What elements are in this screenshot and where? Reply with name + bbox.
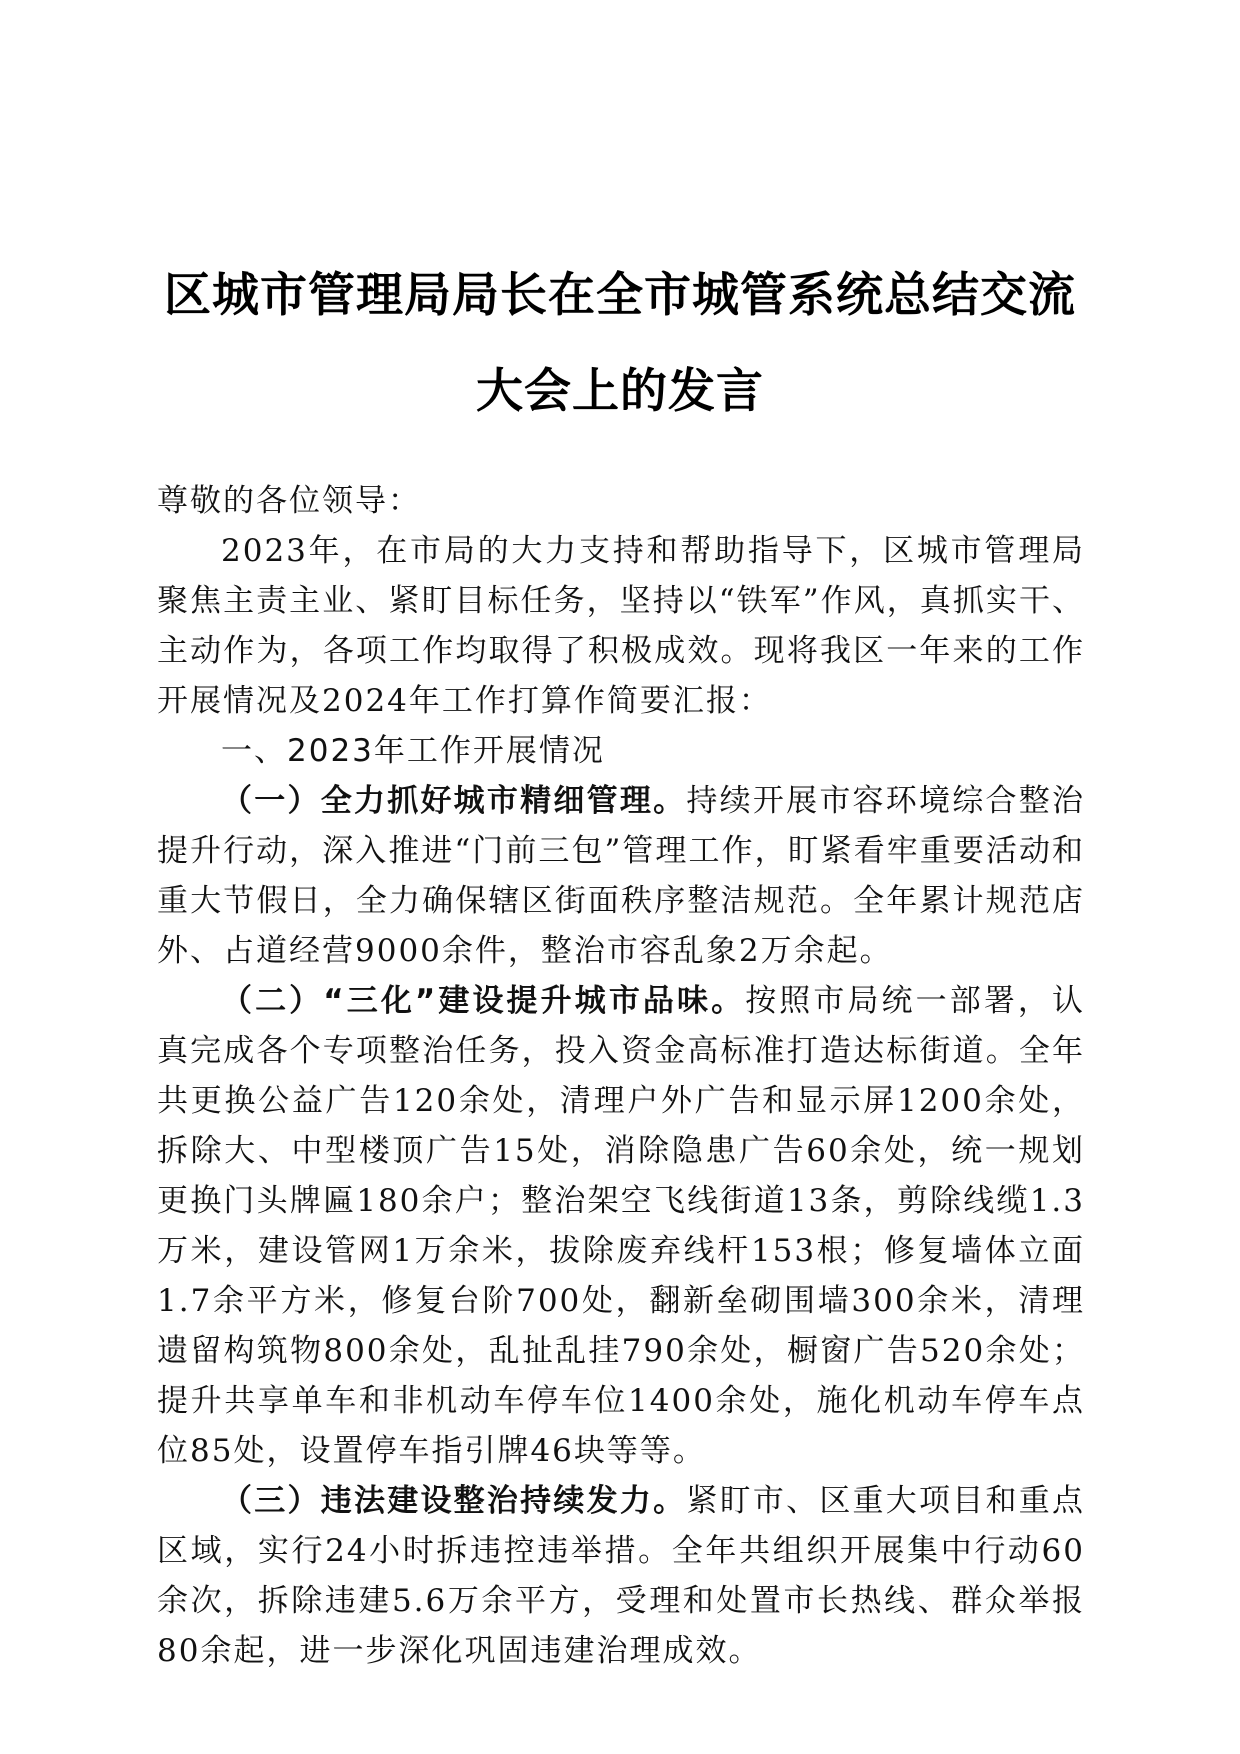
document-title: 区城市管理局局长在全市城管系统总结交流大会上的发言: [164, 268, 1076, 419]
paragraph-item-3: [157, 1476, 1085, 1676]
section-heading: 一、2023年工作开展情况: [221, 733, 605, 769]
paragraph-text: 按照市局统一部署，认真完成各个专项整治任务，投入资金高标准打造达标街道。全年共更换公益广告120余处，清理户外广告和显示屏1200余处，拆除大、中型楼顶广告15处，消除隐患广告60余处，统一规划更换门头牌匾180余户；整治架空飞线街道13条，剪除线缆1.3万米，建设管网1万余米，拔除废弃线杆153根；修复墙体立面1.7余平方米，修复台阶700处，翻新垒砌围墙300余米，清理遗留构筑物800余处，乱扯乱挂790余处，橱窗广告520余处；提升共享单车和非机动车停车位1400余处，施化机动车停车点位85处，设置停车指引牌46块等等。: [157, 983, 1085, 1469]
paragraph-item-2: [157, 976, 1085, 1476]
intro-paragraph: 2023年，在市局的大力支持和帮助指导下，区城市管理局聚焦主责主业、紧盯目标任务，坚持以“铁军”作风，真抓实干、主动作为，各项工作均取得了积极成效。现将我区一年来的工作开展情况及2024年工作打算作简要汇报：: [157, 533, 1085, 719]
paragraph-lead: （二）“三化”建设提升城市品味。: [221, 983, 746, 1019]
paragraph-text: 紧盯市、区重大项目和重点区域，实行24小时拆违控违举措。全年共组织开展集中行动60余次，拆除违建5.6万余平方，受理和处置市长热线、群众举报80余起，进一步深化巩固违建治理成效。: [157, 1483, 1085, 1669]
paragraph-lead: （一）全力抓好城市精细管理。: [221, 783, 687, 819]
paragraph-text: 持续开展市容环境综合整治提升行动，深入推进“门前三包”管理工作，盯紧看牢重要活动和重大节假日，全力确保辖区街面秩序整洁规范。全年累计规范店外、占道经营9000余件，整治市容乱象2万余起。: [157, 783, 1085, 969]
salutation: 尊敬的各位领导：: [157, 483, 421, 519]
document-body: [157, 476, 1085, 1676]
paragraph-lead: （三）违法建设整治持续发力。: [221, 1483, 687, 1519]
paragraph-item-1: [157, 776, 1085, 976]
